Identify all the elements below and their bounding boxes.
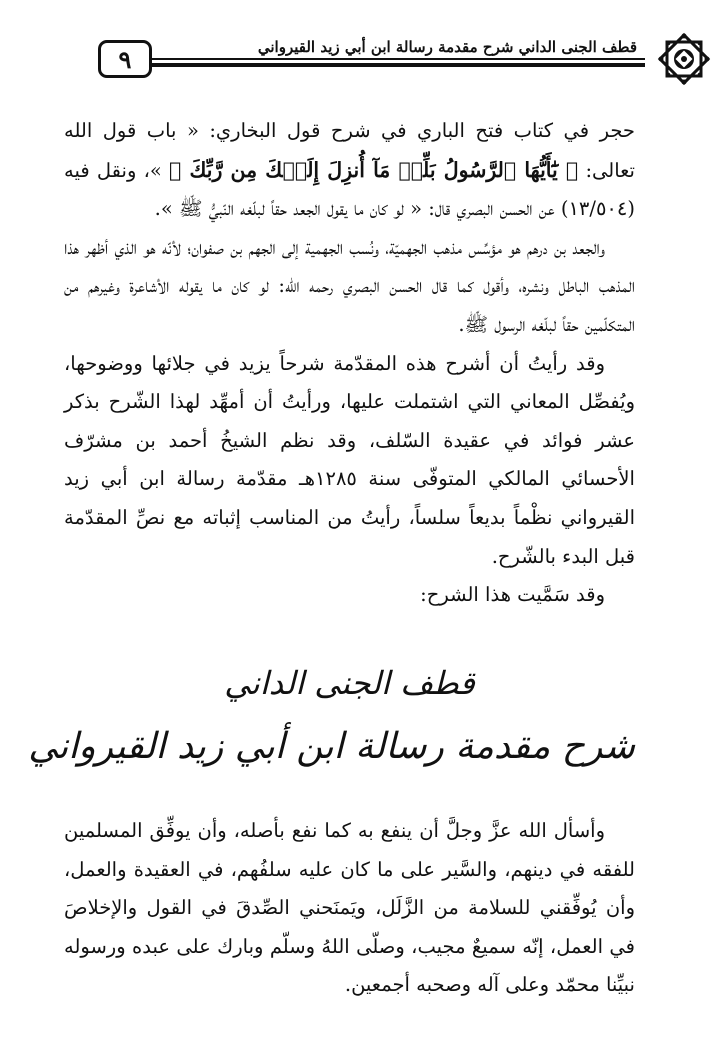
paragraph-1-tail: »، ونقل فيه (١٣/٥٠٤) عن الحسن البصري قال: « لو كان ما يقول الجعد حقاً لبلّغه النّبيُّ ﷺ ». [64, 158, 635, 221]
header-rule [152, 58, 645, 60]
paragraph-3: وقد رأيتُ أن أشرح هذه المقدّمة شرحاً يزيد في جلائها ووضوحها، ويُفصِّل المعاني التي اشتملت عليها، ورأيتُ أن أمهِّد لهذا الشّرح بذكر عشر فوائد في عقيدة السّلف، وقد نظم الشيخُ أحمد بن مشرّف الأحسائي المالكي المتوفّى سنة ١٢٨٥هـ مقدّمة رسالة ابن أبي زيد القيرواني نظْماً بديعاً سلساً، رأيتُ من المناسب إثباته مع نصِّ المقدّمة قبل البدء بالشّرح. [64, 351, 635, 568]
paragraph-4: وقد سَمَّيت هذا الشرح: [420, 583, 605, 607]
book-subtitle: شرح مقدمة رسالة ابن أبي زيد القيرواني [28, 726, 635, 767]
quran-verse: ﴿ يَٰٓأَيُّهَا ٱلرَّسُولُ بَلِّغۡ مَآ أُنزِلَ إِلَيۡكَ مِن رَّبِّكَ ﴾ [169, 157, 579, 182]
paragraph-1 [64, 112, 635, 229]
book-title: قطف الجنى الداني [224, 664, 475, 702]
paragraph-1-lead: حجر في كتاب فتح الباري في شرح قول البخاري: « باب قول الله تعالى: [64, 119, 635, 182]
closing-paragraph [64, 812, 635, 1005]
page-header [0, 0, 727, 90]
star-ornament-icon [655, 30, 713, 88]
main-text [64, 112, 635, 615]
running-title: قطف الجنى الداني شرح مقدمة رسالة ابن أبي زيد القيرواني [257, 38, 637, 56]
paragraph-2: والجعد بن درهم هو مؤسِّس مذهب الجهميّة، ونُسب الجهمية إلى الجهم بن صفوان؛ لأنّه هو الذي أظهر هذا المذهب الباطل ونشره، وأقول كما قال الحسن البصري رحمه الله: لو كان ما يقوله الأشاعرة وغيرهم من المتكلّمين حقاً لبلّغه الرسول ﷺ. [64, 235, 635, 336]
closing-text: وأسأل الله عزَّ وجلَّ أن ينفع به كما نفع بأصله، وأن يوفِّق المسلمين للفقه في دينهم، والسَّير على ما كان عليه سلفُهم، في العقيدة والعمل، وأن يُوفِّقني للسلامة من الزَّلَل، ويَمنَحني الصِّدقَ في القول والإخلاصَ في العمل، إنّه سميعٌ مجيب، وصلّى اللهُ وسلّم وبارك على عبده ورسوله نبيِّنا محمّد وعلى آله وصحبه أجمعين. [64, 819, 635, 997]
page-number: ٩ [98, 40, 152, 78]
header-rule-thick [152, 63, 645, 67]
